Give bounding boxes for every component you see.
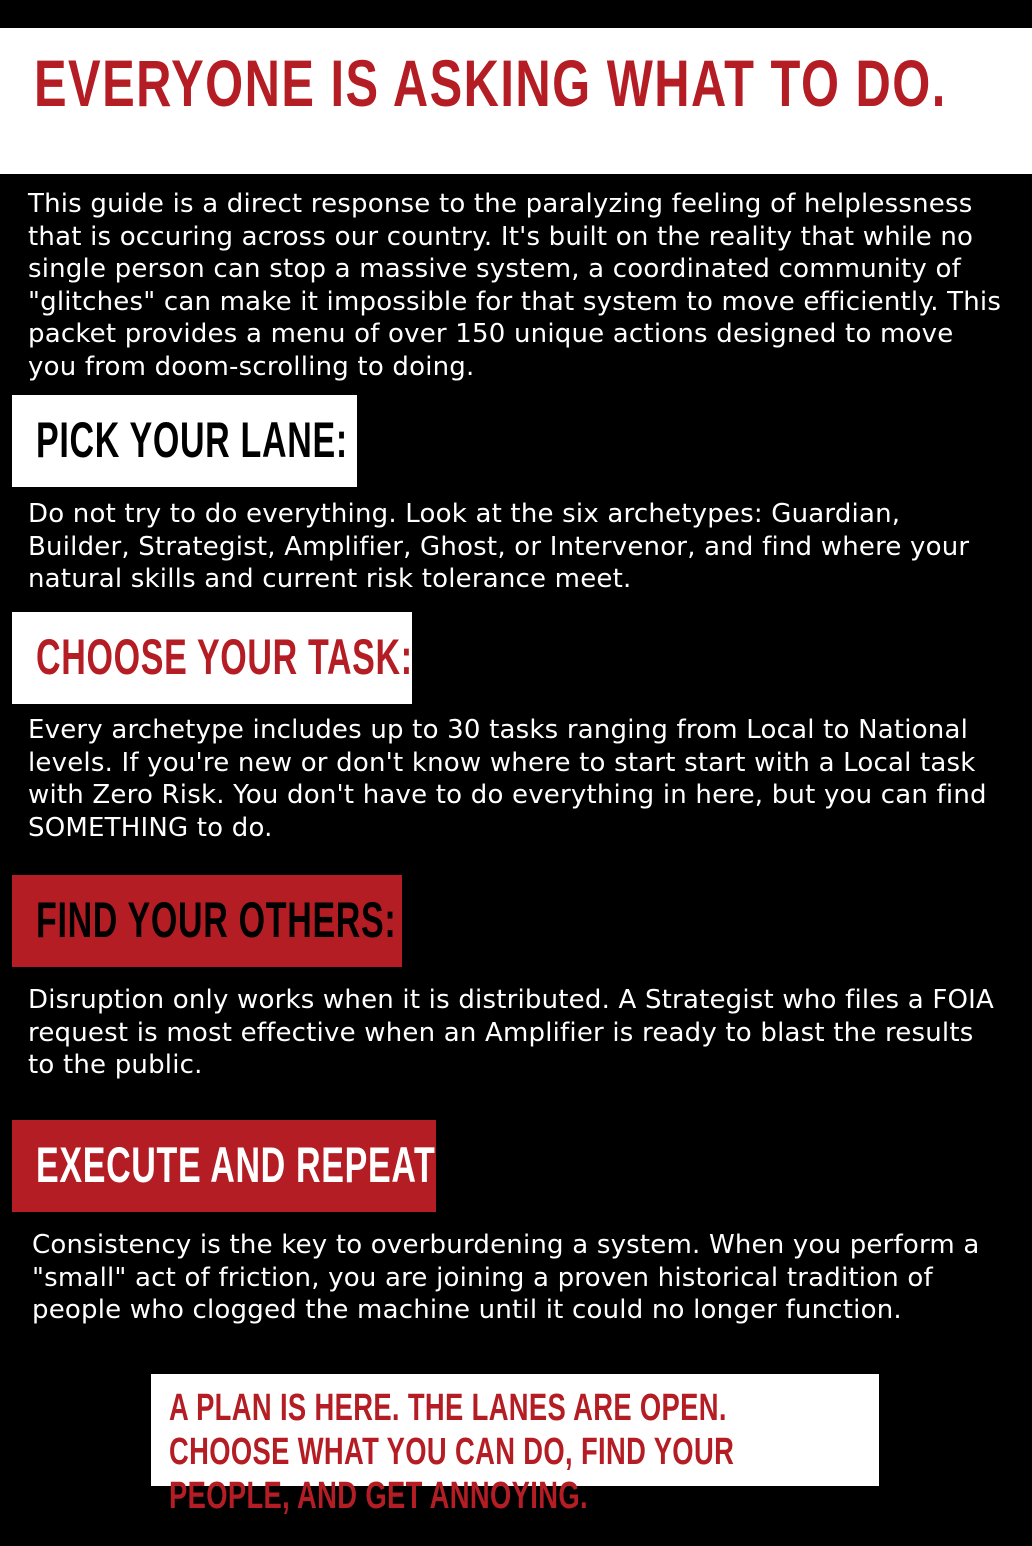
heading-execute-and-repeat-label: EXECUTE AND REPEAT bbox=[36, 1137, 436, 1193]
find-your-others-body: Disruption only works when it is distributed. A Strategist who files a FOIA request is most effective when an Amplifier is ready to blast the results to the public. bbox=[28, 985, 994, 1080]
heading-pick-your-lane bbox=[12, 395, 357, 487]
closing-callout bbox=[151, 1374, 879, 1517]
heading-choose-your-task-label: CHOOSE YOUR TASK: bbox=[36, 629, 413, 685]
heading-find-your-others bbox=[12, 875, 402, 967]
heading-find-your-others-label: FIND YOUR OTHERS: bbox=[36, 892, 397, 948]
heading-pick-your-lane-label: PICK YOUR LANE: bbox=[36, 412, 348, 468]
execute-and-repeat-body: Consistency is the key to overburdening a system. When you perform a "small" act of friction, you are joining a proven historical tradition of people who clogged the machine until it could no longer function. bbox=[32, 1230, 980, 1325]
heading-execute-and-repeat bbox=[12, 1120, 436, 1212]
pick-your-lane-body: Do not try to do everything. Look at the six archetypes: Guardian, Builder, Strategist, Amplifier, Ghost, or Intervenor, and find where your natural skills and current risk tolerance meet. bbox=[28, 499, 970, 594]
choose-your-task-body: Every archetype includes up to 30 tasks ranging from Local to National levels. If you're new or don't know where to start start with a Local task with Zero Risk. You don't have to do everything in here, but you can find SOMETHING to do. bbox=[28, 715, 987, 843]
intro-paragraph: This guide is a direct response to the paralyzing feeling of helplessness that is occuring across our country. It's built on the reality that while no single person can stop a massive system, a coordinated community of "glitches" can make it impossible for that system to move efficiently. This packet provides a menu of over 150 unique actions designed to move you from doom-scrolling to doing. bbox=[28, 189, 1002, 382]
closing-callout-text: A PLAN IS HERE. THE LANES ARE OPEN. CHOOSE WHAT YOU CAN DO, FIND YOUR PEOPLE, AND GET ANNOYING. bbox=[169, 1387, 735, 1517]
page-title: EVERYONE IS ASKING WHAT TO DO. bbox=[34, 46, 947, 120]
heading-choose-your-task bbox=[12, 612, 412, 704]
